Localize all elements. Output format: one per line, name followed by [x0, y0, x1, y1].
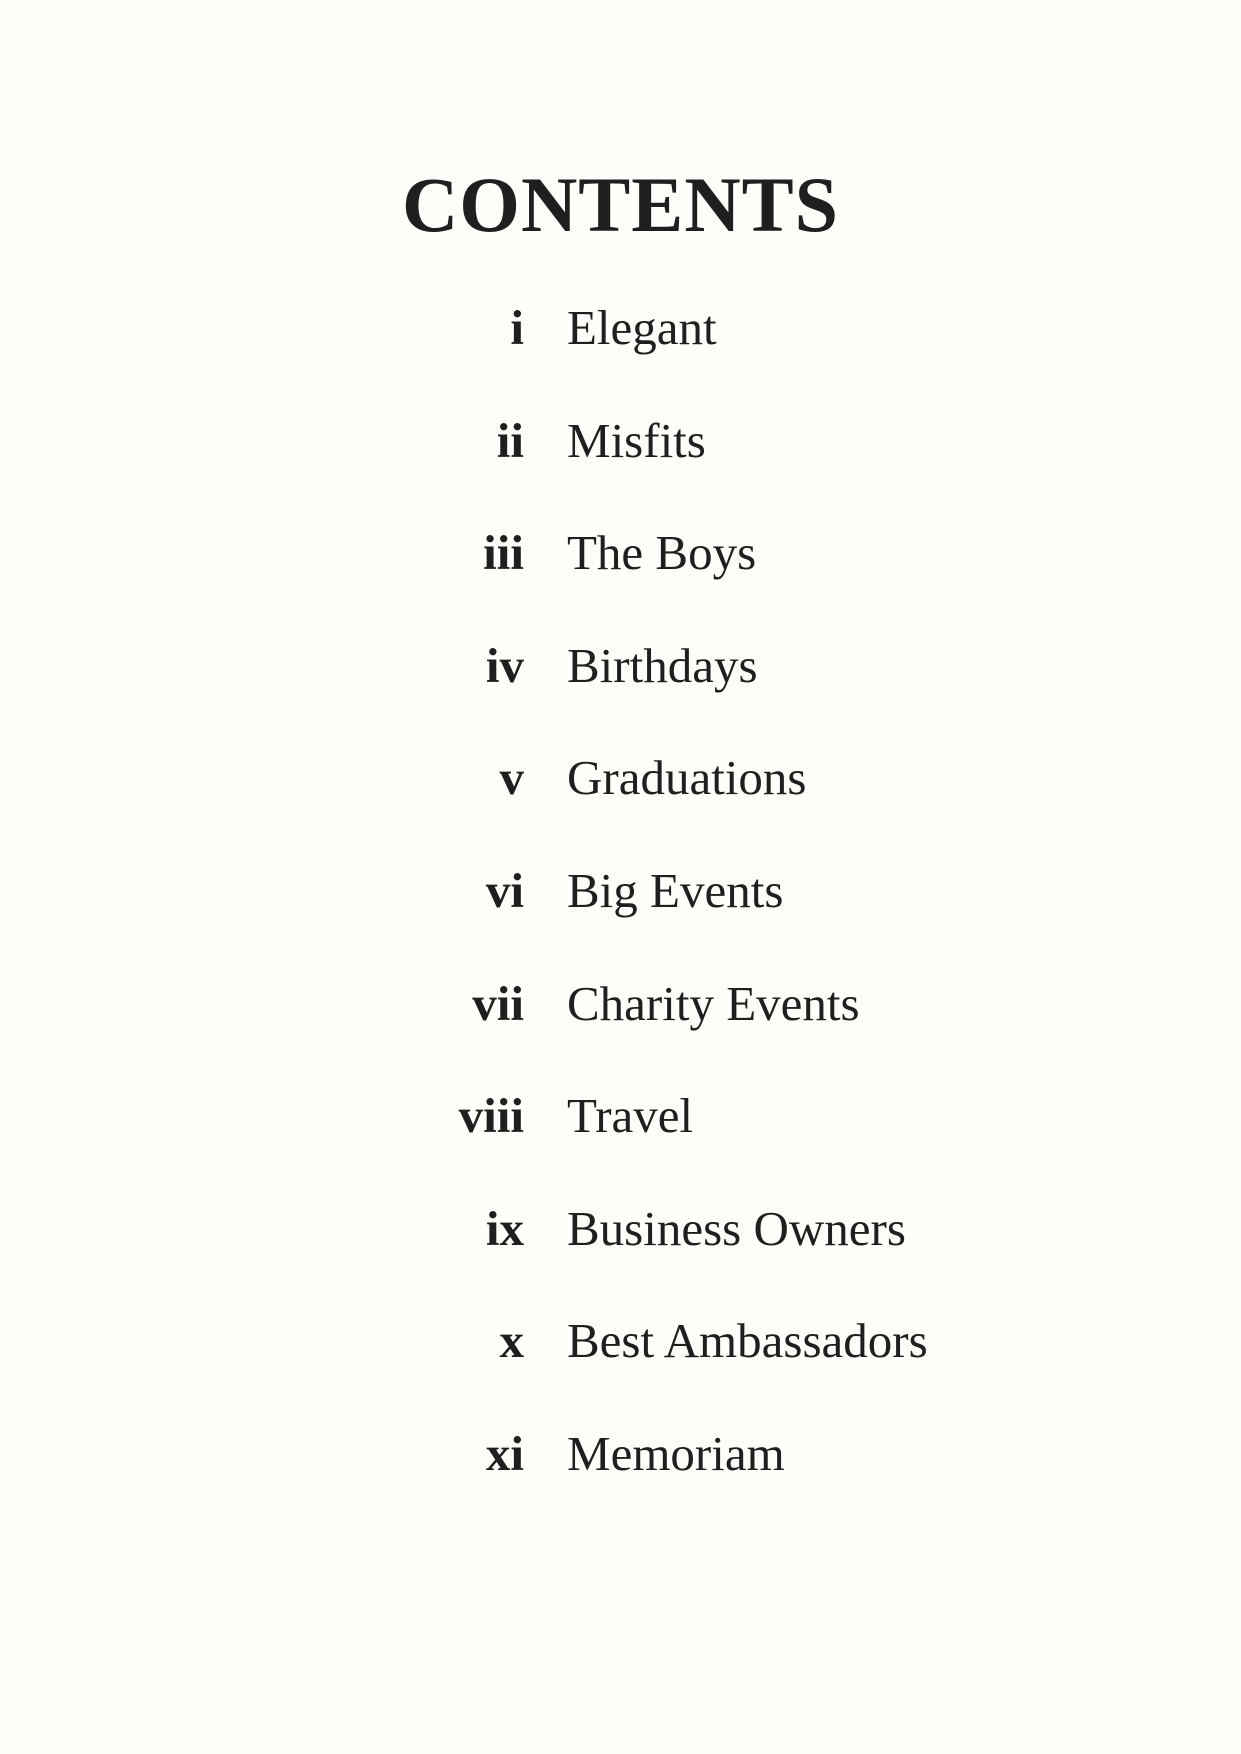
toc-entry[interactable] [0, 626, 1241, 739]
toc-entry[interactable] [0, 738, 1241, 851]
toc-label[interactable]: Birthdays [567, 637, 758, 693]
toc-numeral: vi [485, 862, 524, 918]
toc-label[interactable]: Charity Events [567, 975, 860, 1031]
table-of-contents [0, 288, 1241, 1527]
toc-numeral: iv [485, 637, 524, 693]
toc-numeral: xi [485, 1425, 524, 1481]
toc-numeral: i [510, 300, 524, 355]
toc-numeral: ii [496, 412, 524, 468]
toc-label[interactable]: The Boys [567, 525, 757, 581]
toc-entry[interactable] [0, 1189, 1241, 1302]
toc-label[interactable]: Misfits [567, 412, 706, 468]
toc-numeral: x [499, 1313, 524, 1369]
toc-numeral: vii [472, 975, 524, 1031]
toc-entry[interactable] [0, 513, 1241, 626]
toc-label[interactable]: Business Owners [567, 1200, 906, 1256]
toc-entry[interactable] [0, 1414, 1241, 1527]
toc-label[interactable]: Graduations [567, 750, 807, 806]
toc-entry[interactable] [0, 401, 1241, 514]
toc-label[interactable]: Big Events [567, 862, 784, 918]
toc-label[interactable]: Best Ambassadors [567, 1313, 928, 1369]
page-title: CONTENTS [401, 161, 840, 248]
toc-label[interactable]: Travel [567, 1088, 694, 1144]
toc-label[interactable]: Elegant [567, 300, 717, 355]
toc-entry[interactable] [0, 964, 1241, 1077]
toc-entry[interactable] [0, 851, 1241, 964]
toc-numeral: v [499, 750, 524, 806]
toc-entry[interactable] [0, 288, 1241, 401]
toc-numeral: ix [485, 1200, 524, 1256]
toc-label[interactable]: Memoriam [567, 1425, 785, 1481]
toc-numeral: viii [458, 1088, 524, 1144]
toc-entry[interactable] [0, 1301, 1241, 1414]
toc-numeral: iii [483, 525, 524, 581]
toc-entry[interactable] [0, 1076, 1241, 1189]
